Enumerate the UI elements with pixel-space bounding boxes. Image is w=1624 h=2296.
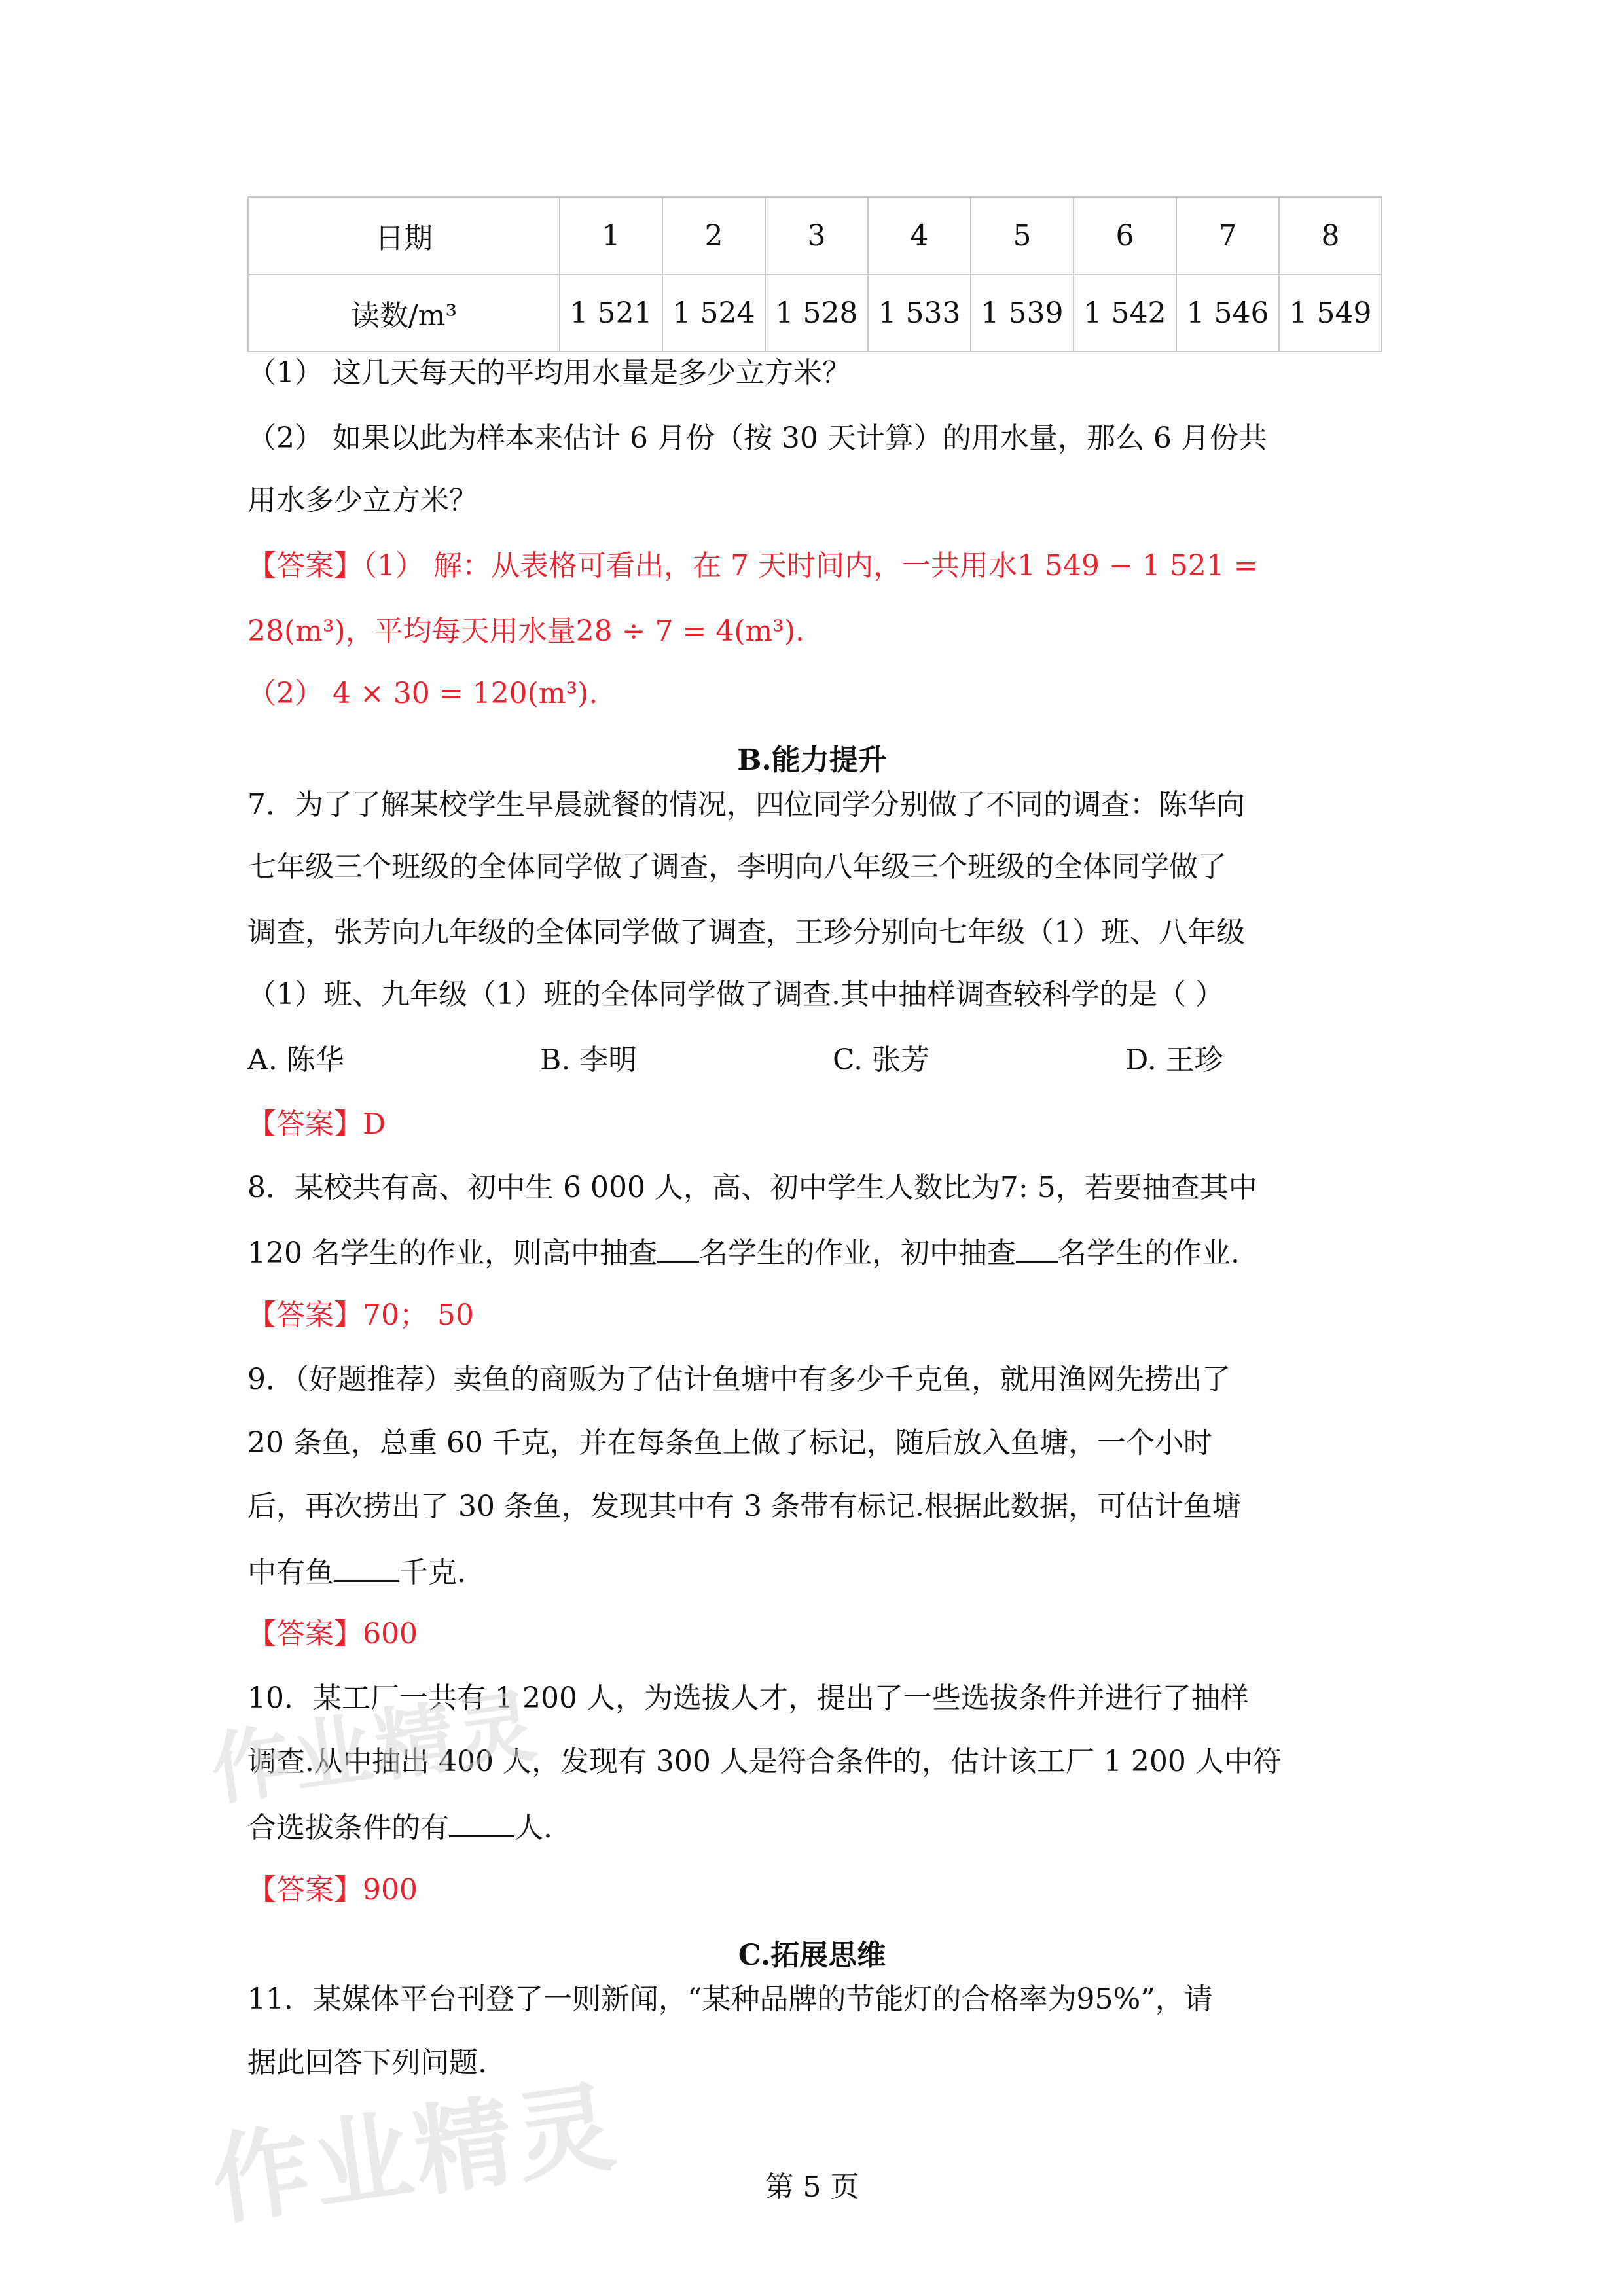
table-row — [248, 274, 1382, 351]
q6-answer-line2: 28(m³)，平均每天用水量28 ÷ 7 = 4(m³). — [247, 615, 805, 648]
q9-answer: 【答案】600 — [247, 1617, 418, 1651]
table-header-reading: 读数/m³ — [248, 274, 560, 351]
q8-line2-text: 名学生的作业，初中抽查 — [698, 1236, 1016, 1270]
q7-line4: （1）班、九年级（1）班的全体同学做了调查.其中抽样调查较科学的是（ ） — [247, 978, 1224, 1011]
table-cell: 1 539 — [971, 274, 1074, 351]
q10-line3-text: 合选拔条件的有 — [247, 1811, 449, 1844]
q7-answer: 【答案】D — [247, 1107, 386, 1141]
q7-option-b: B. 李明 — [540, 1043, 638, 1077]
table-header-date: 日期 — [248, 197, 560, 274]
q8-line2 — [247, 1232, 1240, 1273]
q6-answer-line3: （2） 4 × 30 = 120(m³). — [247, 677, 598, 710]
q7-option-d: D. 王珍 — [1125, 1043, 1223, 1077]
q11-line1: 11．某媒体平台刊登了一则新闻，“某种品牌的节能灯的合格率为95%”，请 — [247, 1982, 1213, 2016]
q7-line1: 7．为了了解某校学生早晨就餐的情况，四位同学分别做了不同的调查：陈华向 — [247, 788, 1245, 821]
section-heading-c: C.拓展思维 — [738, 1939, 886, 1972]
q11-line2: 据此回答下列问题. — [247, 2046, 487, 2079]
q9-blank[interactable] — [334, 1551, 399, 1582]
table-cell: 1 524 — [662, 274, 765, 351]
q10-line2: 调查.从中抽出 400 人，发现有 300 人是符合条件的，估计该工厂 1 200 人中符 — [247, 1745, 1282, 1778]
table-cell: 1 528 — [765, 274, 868, 351]
table-cell: 5 — [971, 197, 1074, 274]
q10-line3-text: 人. — [514, 1811, 552, 1844]
q6-sub2-line2: 用水多少立方米？ — [247, 484, 478, 517]
table-cell: 1 549 — [1279, 274, 1382, 351]
q8-blank-high[interactable] — [657, 1232, 699, 1263]
q8-line2-text: 名学生的作业. — [1057, 1236, 1240, 1270]
table-cell: 7 — [1176, 197, 1279, 274]
q8-answer: 【答案】70； 50 — [247, 1299, 474, 1332]
q9-line4-text: 中有鱼 — [247, 1556, 334, 1589]
q10-line3 — [247, 1806, 552, 1848]
watermark-logo: 作业精灵 — [206, 1680, 545, 1817]
q6-sub2-line1: （2） 如果以此为样本来估计 6 月份（按 30 天计算）的用水量，那么 6 月份共 — [247, 422, 1267, 455]
table-cell: 4 — [868, 197, 971, 274]
table-cell: 1 542 — [1074, 274, 1176, 351]
q7-line2: 七年级三个班级的全体同学做了调查，李明向八年级三个班级的全体同学做了 — [247, 850, 1227, 884]
q10-blank[interactable] — [449, 1806, 514, 1837]
table-cell: 1 546 — [1176, 274, 1279, 351]
watermark-logo: 作业精灵 — [204, 2070, 626, 2240]
q7-line3: 调查，张芳向九年级的全体同学做了调查，王珍分别向七年级（1）班、八年级 — [247, 916, 1245, 949]
table-cell: 1 — [560, 197, 662, 274]
table-cell: 1 533 — [868, 274, 971, 351]
q9-line1: 9．（好题推荐）卖鱼的商贩为了估计鱼塘中有多少千克鱼，就用渔网先捞出了 — [247, 1363, 1231, 1396]
table-cell: 8 — [1279, 197, 1382, 274]
q6-answer-line1: 【答案】（1） 解：从表格可看出，在 7 天时间内，一共用水1 549 − 1 521 = — [247, 549, 1258, 583]
q8-line2-text: 120 名学生的作业，则高中抽查 — [247, 1236, 657, 1270]
table-cell: 2 — [662, 197, 765, 274]
q7-option-a: A. 陈华 — [247, 1043, 344, 1077]
page-number: 第 5 页 — [765, 2170, 859, 2204]
water-reading-table — [247, 196, 1382, 352]
q7-option-c: C. 张芳 — [833, 1043, 930, 1077]
q10-line1: 10．某工厂一共有 1 200 人，为选拔人才，提出了一些选拔条件并进行了抽样 — [247, 1681, 1249, 1715]
section-heading-b: B.能力提升 — [737, 744, 887, 777]
q9-line4 — [247, 1551, 466, 1592]
q6-sub1: （1） 这几天每天的平均用水量是多少立方米？ — [247, 356, 851, 389]
table-row — [248, 197, 1382, 274]
table-cell: 1 521 — [560, 274, 662, 351]
q9-line2: 20 条鱼，总重 60 千克，并在每条鱼上做了标记，随后放入鱼塘，一个小时 — [247, 1426, 1212, 1460]
table-cell: 6 — [1074, 197, 1176, 274]
q9-line3: 后，再次捞出了 30 条鱼，发现其中有 3 条带有标记.根据此数据，可估计鱼塘 — [247, 1490, 1241, 1523]
q10-answer: 【答案】900 — [247, 1873, 418, 1907]
q8-line1: 8．某校共有高、初中生 6 000 人，高、初中学生人数比为7: 5，若要抽查其中 — [247, 1171, 1257, 1204]
q8-blank-junior[interactable] — [1016, 1232, 1058, 1263]
q9-line4-text: 千克. — [399, 1556, 466, 1589]
table-cell: 3 — [765, 197, 868, 274]
